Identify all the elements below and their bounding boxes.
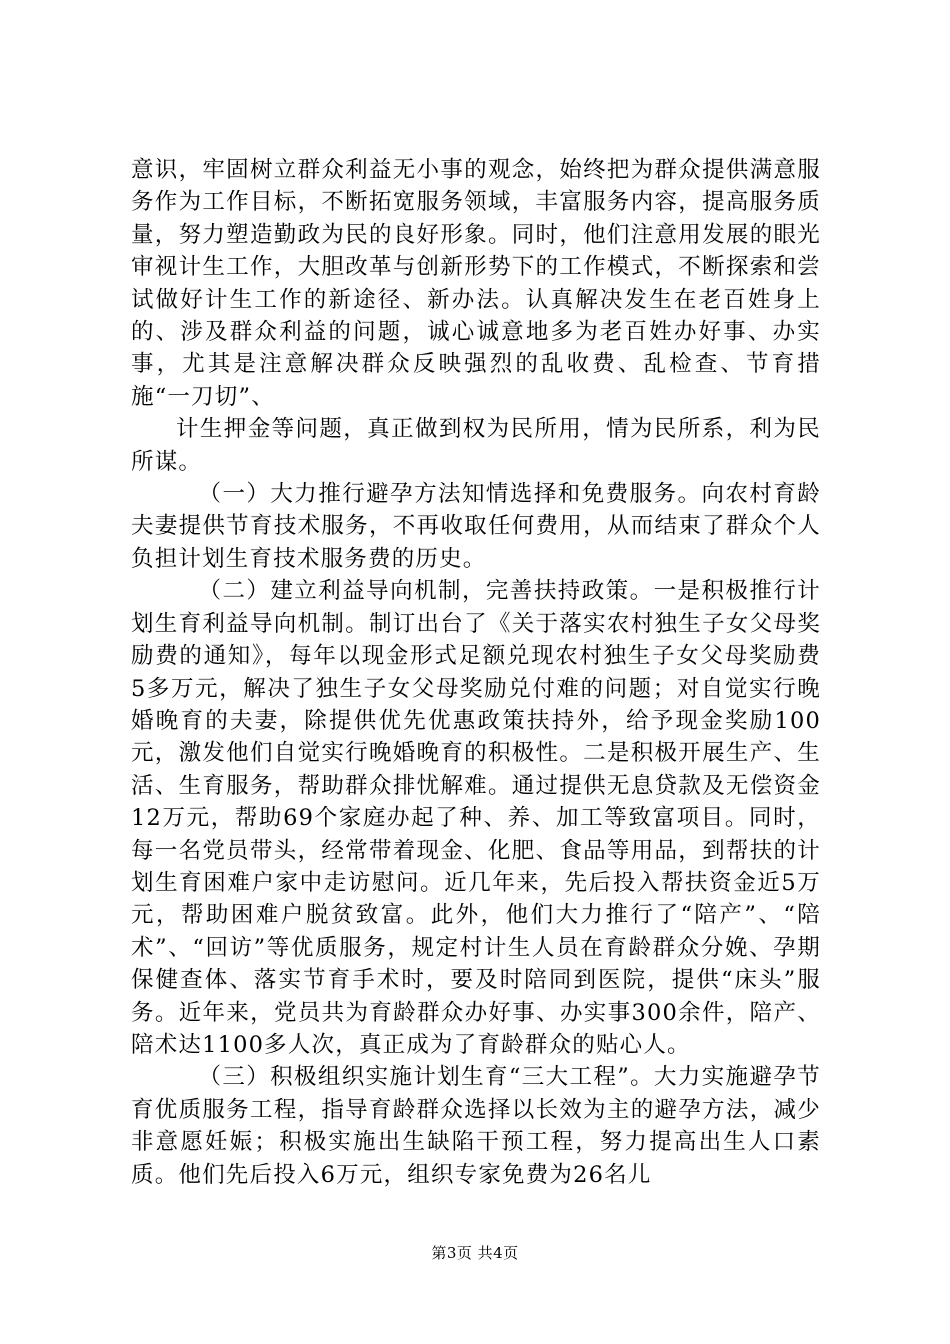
paragraph-1: 意识，牢固树立群众利益无小事的观念，始终把为群众提供满意服务作为工作目标，不断拓宽服务领域，丰富服务内容，提高服务质量，努力塑造勤政为民的良好形象。同时，他们注意用发展的眼光审视计生工作，大胆改革与创新形势下的工作模式，不断探索和尝试做好计生工作的新途径、新办法。认真解决发生在老百姓身上的、涉及群众利益的问题，诚心诚意地多为老百姓办好事、办实事，尤其是注意解决群众反映强烈的乱收费、乱检查、节育措施“一刀切”、 [131,157,821,410]
paragraph-2: 计生押金等问题，真正做到权为民所用，情为民所系，利为民所谋。 [131,416,821,475]
document-body [131,154,821,1191]
paragraph-3: （一）大力推行避孕方法知情选择和免费服务。向农村育龄夫妻提供节育技术服务，不再收取任何费用，从而结束了群众个人负担计划生育技术服务费的历史。 [131,481,821,572]
paragraph-4: （二）建立利益导向机制，完善扶持政策。一是积极推行计划生育利益导向机制。制订出台了《关于落实农村独生子女父母奖励费的通知》，每年以现金形式足额兑现农村独生子女父母奖励费5多万元，解决了独生子女父母奖励兑付难的问题；对自觉实行晚婚晚育的夫妻，除提供优先优惠政策扶持外，给予现金奖励100元，激发他们自觉实行晚婚晚育的积极性。二是积极开展生产、生活、生育服务，帮助群众排忧解难。通过提供无息贷款及无偿资金12万元，帮助69个家庭办起了种、养、加工等致富项目。同时，每一名党员带头，经常带着现金、化肥、食品等用品，到帮扶的计划生育困难户家中走访慰问。近几年来，先后投入帮扶资金近5万元，帮助困难户脱贫致富。此外，他们大力推行了“陪产”、“陪术”、“回访”等优质服务，规定村计生人员在育龄群众分娩、孕期保健查体、落实节育手术时，要及时陪同到医院，提供“床头”服务。近年来，党员共为育龄群众办好事、办实事300余件，陪产、陪术达1100多人次，真正成为了育龄群众的贴心人。 [131,578,821,1058]
page-footer: 第3页 共4页 [431,1244,519,1262]
paragraph-5: （三）积极组织实施计划生育“三大工程”。大力实施避孕节育优质服务工程，指导育龄群众选择以长效为主的避孕方法，减少非意愿妊娠；积极实施出生缺陷干预工程，努力提高出生人口素质。他们先后投入6万元，组织专家免费为26名儿 [131,1064,821,1188]
